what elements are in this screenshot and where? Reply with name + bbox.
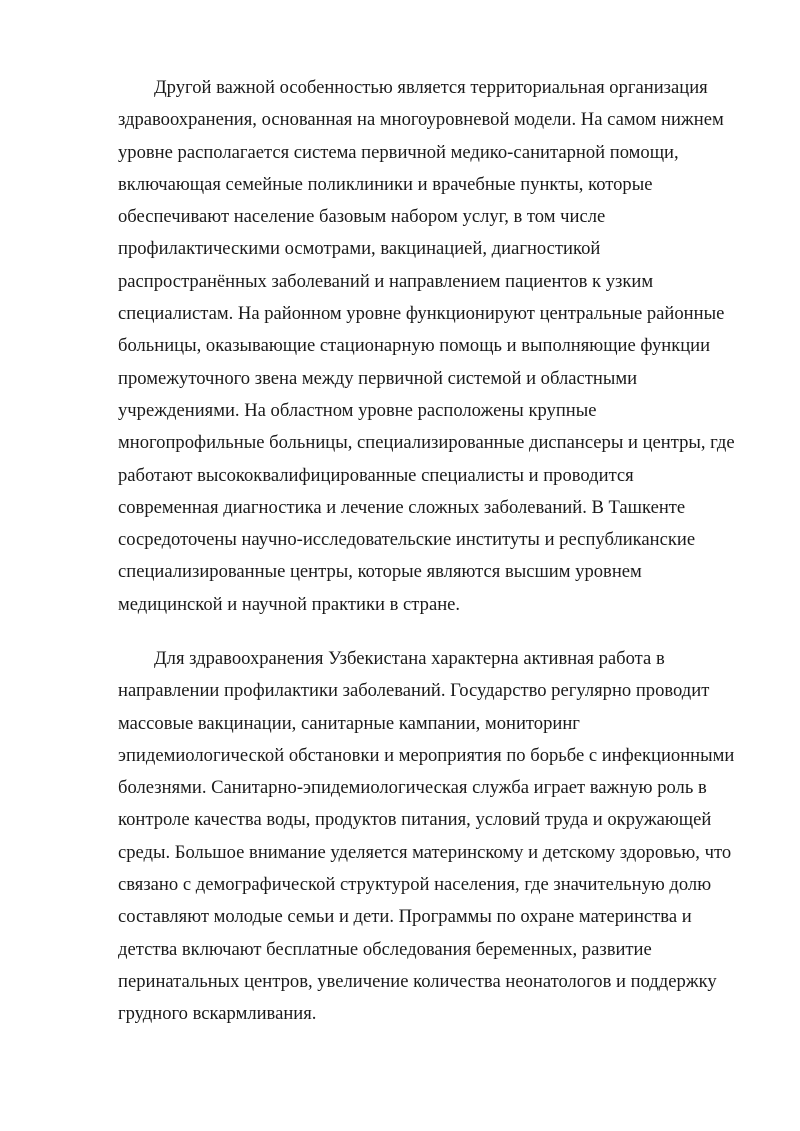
text-line: среды. Большое внимание уделяется материнскому и детскому здоровью, что [118, 841, 732, 863]
text-line: включающая семейные поликлиники и врачебные пункты, которые [118, 173, 653, 195]
text-line: эпидемиологической обстановки и мероприятия по борьбе с инфекционными [118, 744, 735, 766]
text-line: перинатальных центров, увеличение количества неонатологов и поддержку [118, 970, 717, 992]
text-line: здравоохранения, основанная на многоуровневой модели. На самом нижнем [118, 109, 724, 131]
text-line: связано с демографической структурой населения, где значительную долю [118, 874, 712, 896]
text-line: специализированные центры, которые являются высшим уровнем [118, 561, 642, 583]
text-line: специалистам. На районном уровне функционируют центральные районные [118, 303, 725, 325]
text-line: массовые вакцинации, санитарные кампании, мониторинг [118, 712, 580, 734]
text-line: многопрофильные больницы, специализированные диспансеры и центры, где [118, 432, 735, 454]
paragraph-territorial-organization [118, 72, 754, 621]
text-line: болезнями. Санитарно-эпидемиологическая служба играет важную роль в [118, 777, 707, 799]
text-line: сосредоточены научно-исследовательские институты и республиканские [118, 529, 696, 551]
text-line: больницы, оказывающие стационарную помощь и выполняющие функции [118, 335, 711, 357]
text-line: промежуточного звена между первичной системой и областными [118, 367, 638, 389]
text-line: распространённых заболеваний и направлением пациентов к узким [118, 270, 654, 292]
text-line: обеспечивают население базовым набором услуг, в том числе [118, 206, 606, 228]
text-line: направлении профилактики заболеваний. Государство регулярно проводит [118, 680, 710, 702]
text-line: медицинской и научной практики в стране. [118, 593, 461, 615]
text-line: грудного вскармливания. [118, 1003, 317, 1025]
text-line: детства включают бесплатные обследования беременных, развитие [118, 938, 652, 960]
text-line: работают высококвалифицированные специалисты и проводится [118, 464, 634, 486]
text-line: профилактическими осмотрами, вакцинацией, диагностикой [118, 238, 601, 260]
text-line: уровне располагается система первичной медико-санитарной помощи, [118, 141, 679, 163]
paragraph-disease-prevention [118, 643, 754, 1031]
text-line: учреждениями. На областном уровне расположены крупные [118, 399, 597, 421]
text-line: составляют молодые семьи и дети. Программы по охране материнства и [118, 906, 692, 928]
text-line: Для здравоохранения Узбекистана характерна активная работа в [154, 648, 665, 669]
text-line: Другой важной особенностью является территориальная организация [154, 77, 708, 98]
text-line: контроле качества воды, продуктов питания, условий труда и окружающей [118, 809, 712, 831]
text-line: современная диагностика и лечение сложных заболеваний. В Ташкенте [118, 496, 686, 518]
